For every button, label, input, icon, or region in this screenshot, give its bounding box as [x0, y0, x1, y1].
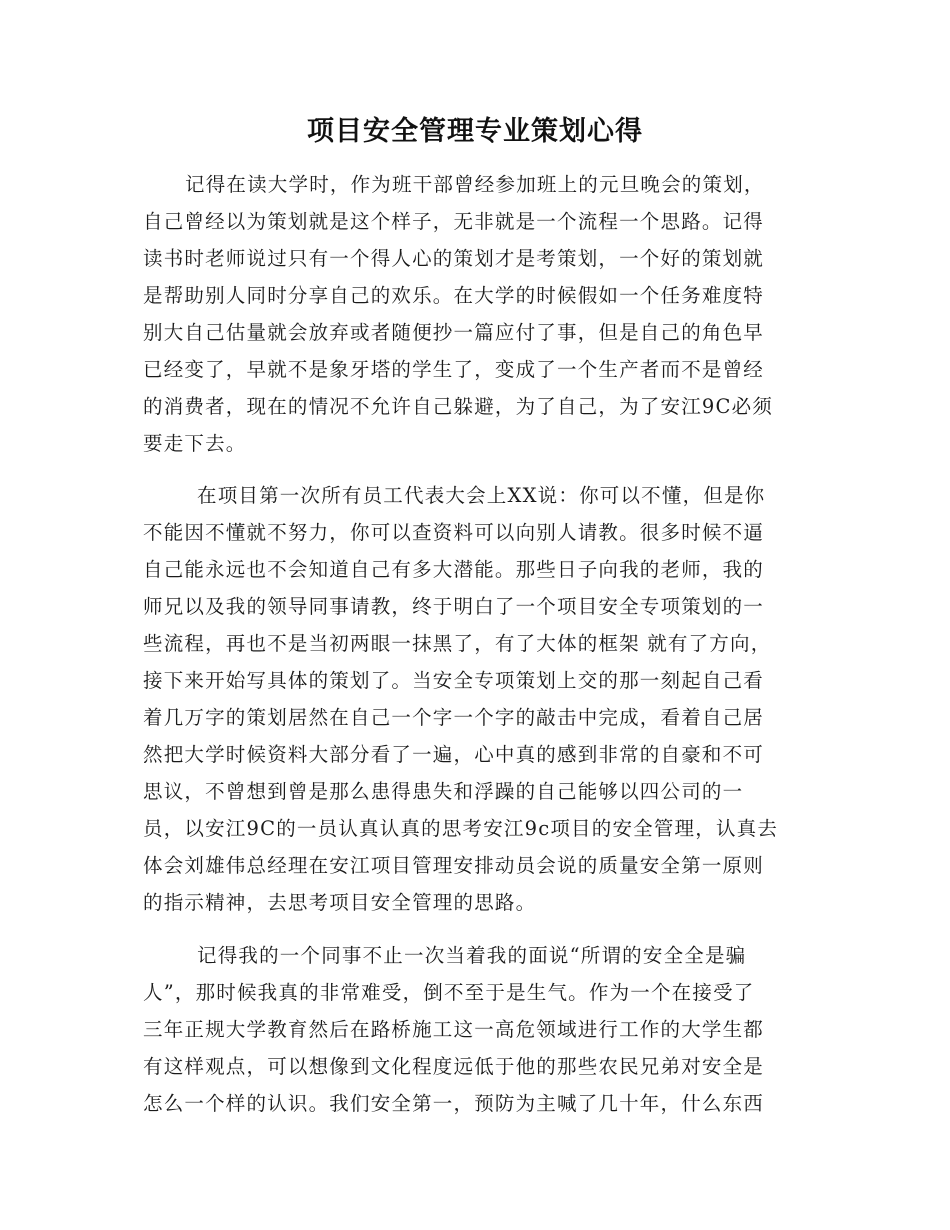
text-line: 的指示精神，去思考项目安全管理的思路。 — [143, 891, 537, 914]
text-line: 自己能永远也不会知道自己有多大潜能。那些日子向我的老师，我的 — [143, 558, 765, 581]
text-line: 自己曾经以为策划就是这个样子，无非就是一个流程一个思路。记得 — [143, 210, 765, 233]
text-line: 员，以安江9C的一员认真认真的思考安江9c项目的安全管理，认真去 — [143, 817, 779, 840]
text-line: 是帮助别人同时分享自己的欢乐。在大学的时候假如一个任务难度特 — [143, 284, 765, 307]
text-line: 体会刘雄伟总经理在安江项目管理安排动员会说的质量安全第一原则 — [143, 854, 765, 877]
text-line: 怎么一个样的认识。我们安全第一，预防为主喊了几十年，什么东西 — [143, 1092, 765, 1115]
text-line: 然把大学时候资料大部分看了一遍，心中真的感到非常的自豪和不可 — [143, 743, 765, 766]
document-title: 项目安全管理专业策划心得 — [307, 116, 643, 147]
text-line: 着几万字的策划居然在自己一个字一个字的敲击中完成，看着自己居 — [143, 706, 765, 729]
text-line: 的消费者，现在的情况不允许自己躲避，为了自己，为了安江9C必须 — [143, 395, 774, 418]
text-line: 些流程，再也不是当初两眼一抹黑了，有了大体的框架 就有了方向， — [143, 632, 772, 655]
text-line: 记得在读大学时，作为班干部曾经参加班上的元旦晚会的策划， — [185, 173, 765, 196]
text-line: 在项目第一次所有员工代表大会上XX说：你可以不懂，但是你 — [197, 484, 766, 507]
text-line: 要走下去。 — [143, 432, 247, 455]
text-line: 三年正规大学教育然后在路桥施工这一高危领域进行工作的大学生都 — [143, 1018, 765, 1041]
text-line: 接下来开始写具体的策划了。当安全专项策划上交的那一刻起自己看 — [143, 669, 765, 692]
text-line: 读书时老师说过只有一个得人心的策划才是考策划，一个好的策划就 — [143, 247, 765, 270]
text-line: 有这样观点，可以想像到文化程度远低于他的那些农民兄弟对安全是 — [143, 1055, 765, 1078]
text-line: 记得我的一个同事不止一次当着我的面说“所谓的安全全是骗 — [197, 944, 747, 967]
text-line: 已经变了，早就不是象牙塔的学生了，变成了一个生产者而不是曾经 — [143, 358, 765, 381]
text-line: 人”，那时候我真的非常难受，倒不至于是生气。作为一个在接受了 — [143, 981, 755, 1004]
text-line: 思议，不曾想到曾是那么患得患失和浮躁的自己能够以四公司的一 — [143, 780, 744, 803]
text-line: 不能因不懂就不努力，你可以查资料可以向别人请教。很多时候不逼 — [143, 521, 765, 544]
text-line: 别大自己估量就会放弃或者随便抄一篇应付了事，但是自己的角色早 — [143, 321, 765, 344]
text-line: 师兄以及我的领导同事请教，终于明白了一个项目安全专项策划的一 — [143, 595, 765, 618]
